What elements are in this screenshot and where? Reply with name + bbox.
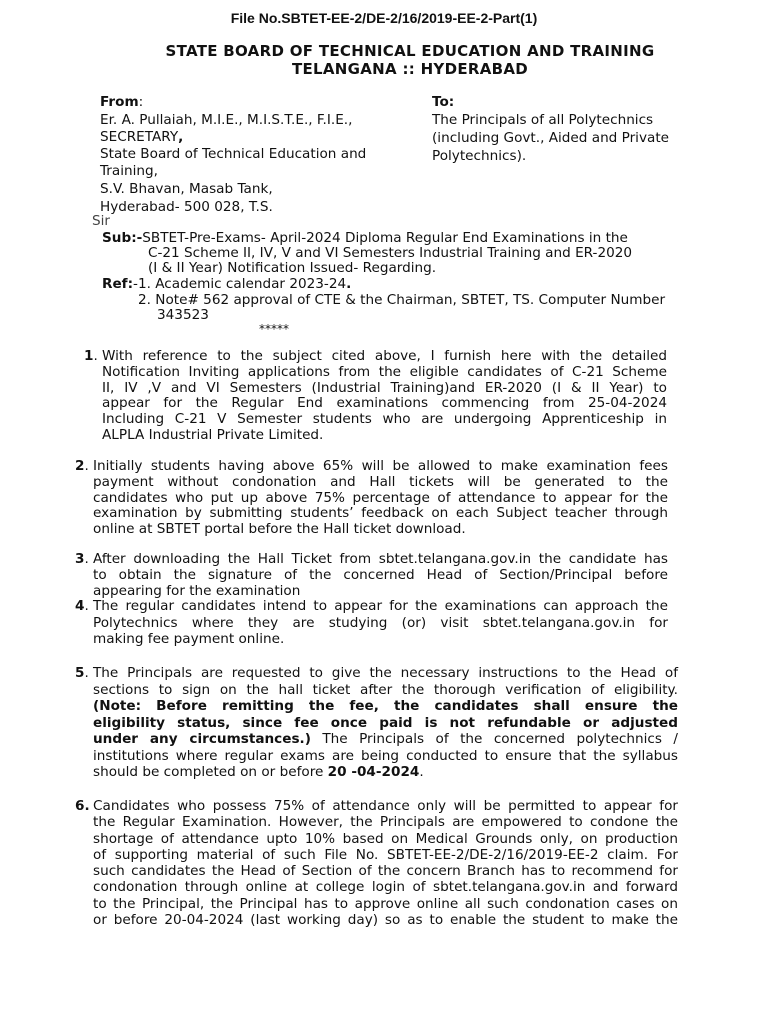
paragraph-1-line: Notification Inviting applications from the eligible candidates of C-21 Scheme (102, 363, 667, 380)
reference-item2-line1: 2. Note# 562 approval of CTE & the Chairman, SBTET, TS. Computer Number (138, 292, 666, 308)
paragraph-1 (84, 349, 667, 444)
paragraph-4 (75, 599, 668, 648)
paragraph-2-number: 2. (75, 458, 89, 474)
paragraph-6 (75, 798, 678, 928)
paragraph-5-note: (Note: Before remitting the fee, the candidates shall ensure the (93, 698, 678, 714)
paragraph-5 (75, 665, 678, 781)
from-label: From: (100, 94, 144, 110)
from-designation: SECRETARY, (100, 129, 184, 145)
file-number: File No.SBTET-EE-2/DE-2/16/2019-EE-2-Part(1) (230, 10, 538, 26)
paragraph-2-line: candidates who put up above 75% percentage of attendance to appear for the (93, 489, 668, 506)
paragraph-2-line: Initially students having above 65% will be allowed to make examination fees (93, 458, 668, 474)
board-location: TELANGANA :: HYDERABAD (291, 60, 529, 78)
paragraph-5-line: The Principals are requested to give the necessary instructions to the Head of (93, 665, 678, 681)
reference-item1: Ref:-1. Academic calendar 2023-24. (102, 276, 352, 292)
paragraph-1-line: With reference to the subject cited above, I furnish here with the detailed (102, 348, 667, 364)
paragraph-2 (75, 459, 668, 538)
paragraph-5-line: institutions where regular exams are being conducted to ensure that the syllabus (93, 747, 678, 764)
paragraph-6-line: such candidates the Head of Section of the concern Branch has to recommend for (93, 863, 678, 880)
from-office-line2: Training, (100, 163, 158, 179)
paragraph-5-number: 5. (75, 665, 89, 681)
board-name: STATE BOARD OF TECHNICAL EDUCATION AND TRAINING (165, 42, 655, 60)
paragraph-5-line: sections to sign on the hall ticket after the thorough verification of eligibility. (93, 681, 678, 698)
paragraph-4-line: Polytechnics where they are studying (or) visit sbtet.telangana.gov.in for (93, 615, 668, 631)
subject-line1: Sub:-SBTET-Pre-Exams- April-2024 Diploma Regular End Examinations in the (102, 230, 628, 246)
from-address-line2: Hyderabad- 500 028, T.S. (100, 199, 273, 215)
paragraph-1-number: 1. (84, 348, 98, 364)
paragraph-3-number: 3. (75, 551, 89, 567)
paragraph-6-line: of supporting material of such File No. SBTET-EE-2/DE-2/16/2019-EE-2 claim. For (93, 846, 678, 863)
paragraph-6-number: 6. (75, 798, 90, 814)
paragraph-3-line: After downloading the Hall Ticket from sbtet.telangana.gov.in the candidate has (93, 551, 668, 567)
paragraph-5-note: eligibility status, since fee once paid is not refundable or adjusted (93, 714, 678, 731)
to-line2: (including Govt., Aided and Private (432, 130, 670, 146)
paragraph-3-line: to obtain the signature of the concerned Head of Section/Principal before (93, 566, 668, 583)
paragraph-5-line: under any circumstances.) The Principals of the concerned polytechnics / (93, 731, 678, 747)
paragraph-4-line: The regular candidates intend to appear for the examinations can approach the (93, 598, 668, 614)
from-name: Er. A. Pullaiah, M.I.E., M.I.S.T.E., F.I.E., (100, 112, 353, 128)
paragraph-3 (75, 552, 668, 599)
from-address-line1: S.V. Bhavan, Masab Tank, (100, 181, 273, 197)
paragraph-1-line: appear for the Regular End examinations commencing from 25-04-2024 (102, 395, 667, 412)
paragraph-6-line: shortage of attendance upto 10% based on Medical Grounds only, on production (93, 830, 678, 847)
paragraph-5-line: should be completed on or before 20 -04-2024. (93, 764, 424, 780)
to-label: To: (432, 94, 455, 110)
from-office-line1: State Board of Technical Education and (100, 146, 367, 162)
paragraph-1-line: ALPLA Industrial Private Limited. (102, 426, 324, 443)
salutation: Sir (92, 213, 110, 229)
paragraph-4-number: 4. (75, 598, 89, 614)
paragraph-6-line: the Regular Examination. However, the Principals are empowered to condone the (93, 814, 678, 831)
reference-item2-line2: 343523 (157, 307, 209, 323)
paragraph-1-line: Including C-21 V Semester students who are undergoing Apprenticeship in (102, 411, 667, 428)
paragraph-2-line: payment without condonation and Hall tickets will be generated to the (93, 473, 668, 490)
paragraph-4-line: making fee payment online. (93, 630, 285, 647)
paragraph-2-line: examination by submitting students’ feedback on each Subject teacher through (93, 505, 668, 522)
paragraph-2-line: online at SBTET portal before the Hall ticket download. (93, 521, 466, 538)
paragraph-6-line: to the Principal, the Principal has to approve online all such condonation cases on (93, 895, 678, 912)
subject-line2: C-21 Scheme II, IV, V and VI Semesters Industrial Training and ER-2020 (148, 245, 633, 261)
paragraph-6-line: Candidates who possess 75% of attendance only will be permitted to appear for (93, 798, 678, 814)
paragraph-6-line: or before 20-04-2024 (last working day) so as to enable the student to make the (93, 912, 678, 929)
separator: ***** (259, 322, 289, 336)
paragraph-6-line: condonation through online at college login of sbtet.telangana.gov.in and forward (93, 879, 678, 896)
deadline-date: 20 -04-2024 (327, 764, 420, 780)
to-line3: Polytechnics). (432, 148, 527, 164)
paragraph-1-line: II, IV ,V and VI Semesters (Industrial Training)and ER-2020 (I & II Year) to (102, 379, 667, 396)
to-line1: The Principals of all Polytechnics (432, 112, 654, 128)
subject-line3: (I & II Year) Notification Issued- Regarding. (148, 260, 437, 276)
paragraph-3-line: appearing for the examination (93, 582, 301, 599)
